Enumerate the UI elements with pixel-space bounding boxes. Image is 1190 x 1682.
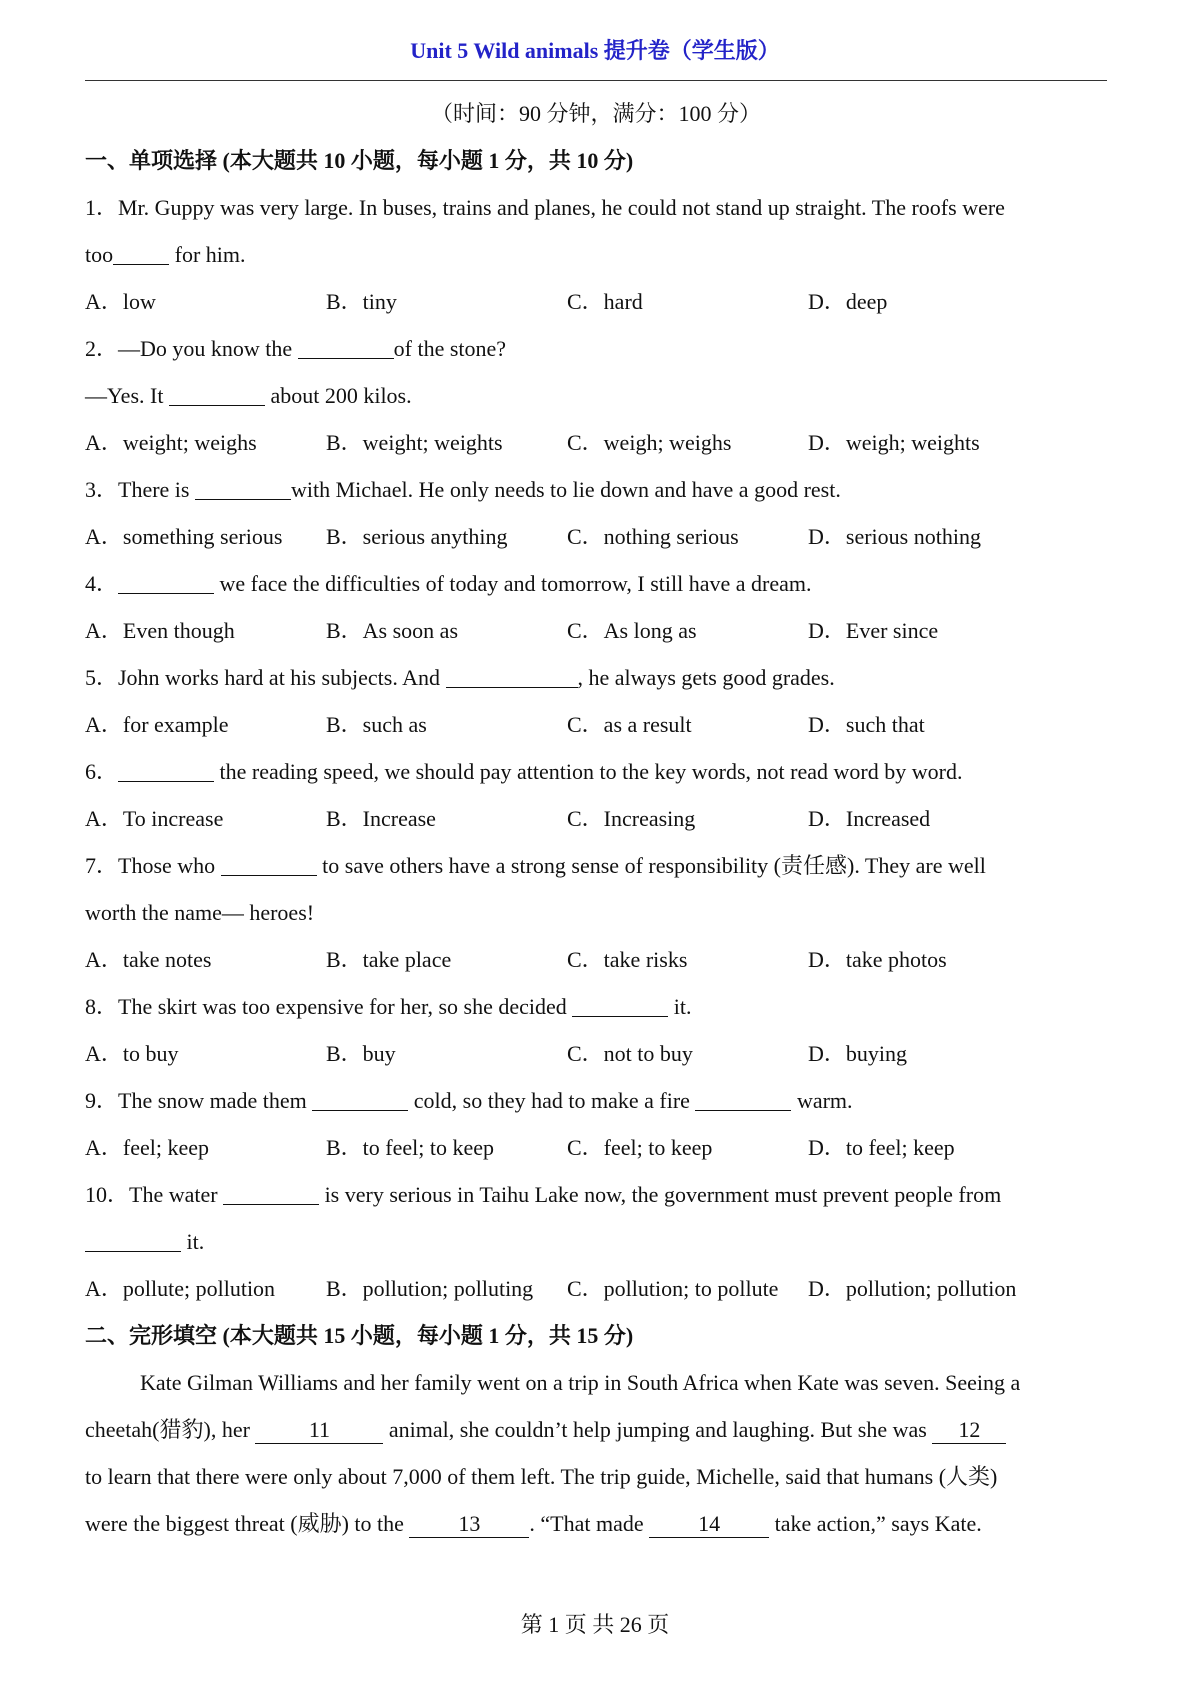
answer-blank: [446, 663, 578, 688]
question-8: [85, 983, 1107, 1030]
question-7-options: [85, 936, 1107, 983]
question-10-text-c: it.: [181, 1229, 205, 1254]
question-9-text-a: 9．The snow made them: [85, 1088, 313, 1113]
option-d: D．such that: [808, 712, 925, 737]
passage-text: were the biggest threat (威胁) to the: [85, 1511, 410, 1536]
header-divider: [85, 80, 1107, 81]
option-d: D．Ever since: [808, 618, 939, 643]
option-c: C．weigh; weighs: [567, 430, 732, 455]
option-d: D．deep: [808, 289, 888, 314]
blank-number-11: 11: [255, 1418, 383, 1444]
answer-blank: [312, 1086, 408, 1111]
blank-number-12: 12: [932, 1418, 1006, 1444]
question-1-line-1: 1．Mr. Guppy was very large. In buses, trains and planes, he could not stand up straight. The roofs were: [85, 195, 1005, 220]
question-10-options: [85, 1265, 1107, 1312]
option-a: A．something serious: [85, 524, 283, 549]
question-10-line-1: [85, 1171, 1107, 1218]
option-b: B．As soon as: [326, 618, 459, 643]
option-c: C．As long as: [567, 618, 697, 643]
option-b: B．to feel; to keep: [326, 1135, 495, 1160]
option-c: C．not to buy: [567, 1041, 693, 1066]
question-7-line-2: worth the name— heroes!: [85, 900, 315, 925]
option-a: A．for example: [85, 712, 229, 737]
section-1-heading: 一、单项选择 (本大题共 10 小题，每小题 1 分，共 10 分): [85, 148, 634, 173]
option-a: A．take notes: [85, 947, 212, 972]
question-9-text-b: cold, so they had to make a fire: [408, 1088, 696, 1113]
question-5-options: [85, 701, 1107, 748]
option-b: B．Increase: [326, 806, 436, 831]
option-d: D．Increased: [808, 806, 931, 831]
passage-text: cheetah(猎豹), her: [85, 1417, 256, 1442]
question-4-text-a: 4．: [85, 571, 119, 596]
option-c: C．nothing serious: [567, 524, 739, 549]
option-c: C．feel; to keep: [567, 1135, 713, 1160]
passage-text: . “That made: [529, 1511, 650, 1536]
option-b: B．buy: [326, 1041, 396, 1066]
question-10-text-b: is very serious in Taihu Lake now, the government must prevent people from: [319, 1182, 1002, 1207]
answer-blank: [223, 1180, 319, 1205]
question-4-options: [85, 607, 1107, 654]
question-7-line-1: [85, 842, 1107, 889]
option-d: D．buying: [808, 1041, 908, 1066]
option-d: D．serious nothing: [808, 524, 981, 549]
question-2-text-a: 2．—Do you know the: [85, 336, 298, 361]
question-9: [85, 1077, 1107, 1124]
question-10-line-2: [85, 1218, 1107, 1265]
question-9-options: [85, 1124, 1107, 1171]
question-4-text-b: we face the difficulties of today and tomorrow, I still have a dream.: [214, 571, 812, 596]
option-c: C．take risks: [567, 947, 688, 972]
question-6: [85, 748, 1107, 795]
option-b: B．take place: [326, 947, 452, 972]
question-6-text-a: 6．: [85, 759, 119, 784]
question-2-line-2: [85, 372, 1107, 419]
question-3-text-b: with Michael. He only needs to lie down and have a good rest.: [290, 477, 841, 502]
option-c: C．hard: [567, 289, 643, 314]
option-b: B．weight; weights: [326, 430, 503, 455]
passage-line-3: to learn that there were only about 7,000 of them left. The trip guide, Michelle, said that humans (人类): [85, 1464, 998, 1489]
page-footer: 第 1 页 共 26 页: [520, 1612, 670, 1637]
answer-blank: [118, 569, 214, 594]
option-b: B．tiny: [326, 289, 397, 314]
option-d: D．pollution; pollution: [808, 1276, 1017, 1301]
question-1-text-a: too: [85, 242, 114, 267]
answer-blank: [113, 240, 169, 265]
question-2-text-c: —Yes. It: [85, 383, 169, 408]
option-a: A．pollute; pollution: [85, 1276, 276, 1301]
question-2-line-1: [85, 325, 1107, 372]
question-10-text-a: 10．The water: [85, 1182, 224, 1207]
question-3-text-a: 3．There is: [85, 477, 195, 502]
answer-blank: [169, 381, 265, 406]
document-body: [85, 90, 1107, 1547]
option-b: B．serious anything: [326, 524, 508, 549]
passage-line-2: [85, 1406, 1107, 1453]
question-9-text-c: warm.: [791, 1088, 853, 1113]
option-a: A．low: [85, 289, 156, 314]
option-a: A．feel; keep: [85, 1135, 209, 1160]
answer-blank: [118, 757, 214, 782]
option-b: B．pollution; polluting: [326, 1276, 534, 1301]
question-5-text-a: 5．John works hard at his subjects. And: [85, 665, 446, 690]
question-5: [85, 654, 1107, 701]
option-d: D．take photos: [808, 947, 947, 972]
option-c: C．Increasing: [567, 806, 696, 831]
option-d: D．to feel; keep: [808, 1135, 955, 1160]
question-7-text-a: 7．Those who: [85, 853, 221, 878]
option-a: A．weight; weighs: [85, 430, 257, 455]
option-a: A．To increase: [85, 806, 224, 831]
exam-time-info: （时间：90 分钟，满分：100 分）: [430, 101, 761, 126]
question-2-options: [85, 419, 1107, 466]
blank-number-14: 14: [649, 1512, 769, 1538]
passage-line-1: Kate Gilman Williams and her family went on a trip in South Africa when Kate was seven. Seeing a: [140, 1370, 1021, 1395]
option-a: A．to buy: [85, 1041, 179, 1066]
answer-blank: [695, 1086, 791, 1111]
section-2-heading: 二、完形填空 (本大题共 15 小题，每小题 1 分，共 15 分): [85, 1323, 634, 1348]
option-a: A．Even though: [85, 618, 235, 643]
answer-blank: [195, 475, 291, 500]
question-8-text-a: 8．The skirt was too expensive for her, so she decided: [85, 994, 573, 1019]
passage-line-4: [85, 1500, 1107, 1547]
question-7-text-b: to save others have a strong sense of responsibility (责任感). They are well: [316, 853, 986, 878]
question-4: [85, 560, 1107, 607]
option-c: C．pollution; to pollute: [567, 1276, 779, 1301]
question-6-text-b: the reading speed, we should pay attention to the key words, not read word by word.: [214, 759, 963, 784]
option-d: D．weigh; weights: [808, 430, 980, 455]
blank-number-13: 13: [409, 1512, 529, 1538]
question-1-line-2: [85, 231, 1107, 278]
question-8-text-b: it.: [668, 994, 692, 1019]
answer-blank: [298, 334, 394, 359]
question-1-text-b: for him.: [169, 242, 246, 267]
question-8-options: [85, 1030, 1107, 1077]
question-2-text-b: of the stone?: [393, 336, 507, 361]
answer-blank: [221, 851, 317, 876]
answer-blank: [572, 992, 668, 1017]
question-3-options: [85, 513, 1107, 560]
passage-text: animal, she couldn’t help jumping and laughing. But she was: [383, 1417, 933, 1442]
document-title: Unit 5 Wild animals 提升卷（学生版）: [410, 38, 780, 63]
question-5-text-b: , he always gets good grades.: [577, 665, 835, 690]
option-c: C．as a result: [567, 712, 692, 737]
answer-blank: [85, 1227, 181, 1252]
question-6-options: [85, 795, 1107, 842]
question-2-text-d: about 200 kilos.: [264, 383, 412, 408]
question-1-options: [85, 278, 1107, 325]
question-3: [85, 466, 1107, 513]
option-b: B．such as: [326, 712, 427, 737]
passage-text: take action,” says Kate.: [769, 1511, 982, 1536]
